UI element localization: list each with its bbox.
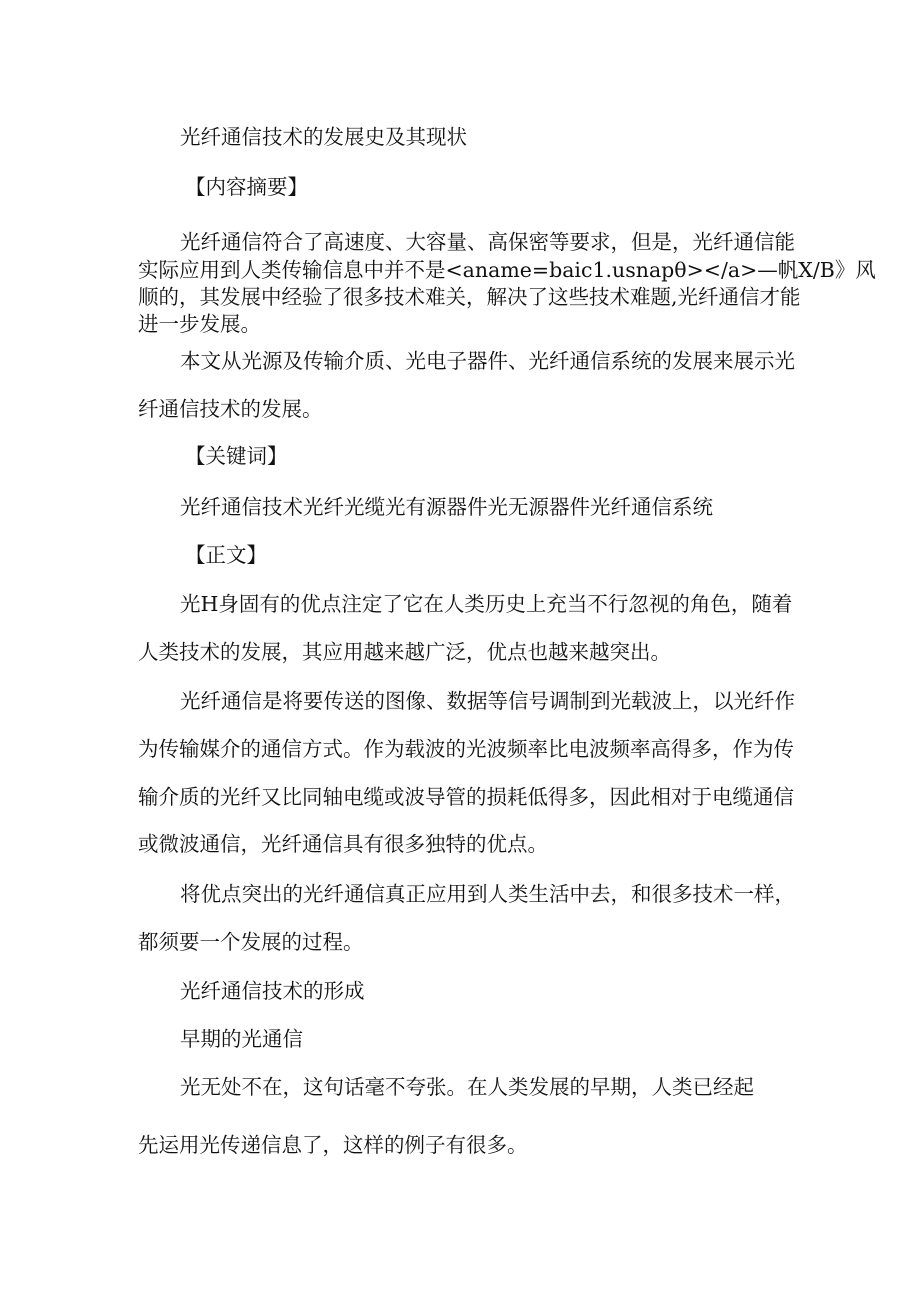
document-title: 光纤通信技术的发展史及其现状 <box>180 125 467 149</box>
abstract-line: 进一步发展。 <box>138 312 261 336</box>
abstract-line: 纤通信技术的发展。 <box>138 397 323 421</box>
body-line: 人类技术的发展，其应用越来越广泛，优点也越来越突出。 <box>138 640 671 664</box>
abstract-line: 实际应用到人类传输信息中并不是<aname=baic1.usnapθ></a>—帆X/B》风 <box>138 258 876 282</box>
abstract-line: 顺的，其发展中经验了很多技术难关，解决了这些技术难题,光纤通信才能 <box>138 285 801 309</box>
body-line: 或微波通信，光纤通信具有很多独特的优点。 <box>138 832 548 856</box>
keywords-heading: 【关键词】 <box>185 444 288 468</box>
body-line: 都须要一个发展的过程。 <box>138 930 364 954</box>
body-line: 为传输媒介的通信方式。作为载波的光波频率比电波频率高得多，作为传 <box>138 737 794 761</box>
body-heading: 【正文】 <box>185 543 267 567</box>
body-line: 光纤通信是将要传送的图像、数据等信号调制到光载波上，以光纤作 <box>180 689 795 713</box>
body-line: 先运用光传递信息了，这样的例子有很多。 <box>138 1133 528 1157</box>
keywords-text: 光纤通信技术光纤光缆光有源器件光无源器件光纤通信系统 <box>180 495 713 519</box>
body-line: 光无处不在，这句话毫不夸张。在人类发展的早期，人类已经起 <box>180 1075 754 1099</box>
abstract-line: 光纤通信符合了高速度、大容量、高保密等要求，但是，光纤通信能 <box>180 230 795 254</box>
abstract-heading: 【内容摘要】 <box>185 175 308 199</box>
body-line: 光H身固有的优点注定了它在人类历史上充当不行忽视的角色，随着 <box>180 592 793 616</box>
body-line: 输介质的光纤又比同轴电缆或波导管的损耗低得多，因此相对于电缆通信 <box>138 785 794 809</box>
section-heading: 光纤通信技术的形成 <box>180 979 365 1003</box>
abstract-line: 本文从光源及传输介质、光电子器件、光纤通信系统的发展来展示光 <box>180 349 795 373</box>
subsection-heading: 早期的光通信 <box>180 1027 303 1051</box>
body-line: 将优点突出的光纤通信真正应用到人类生活中去，和很多技术一样， <box>180 882 795 906</box>
